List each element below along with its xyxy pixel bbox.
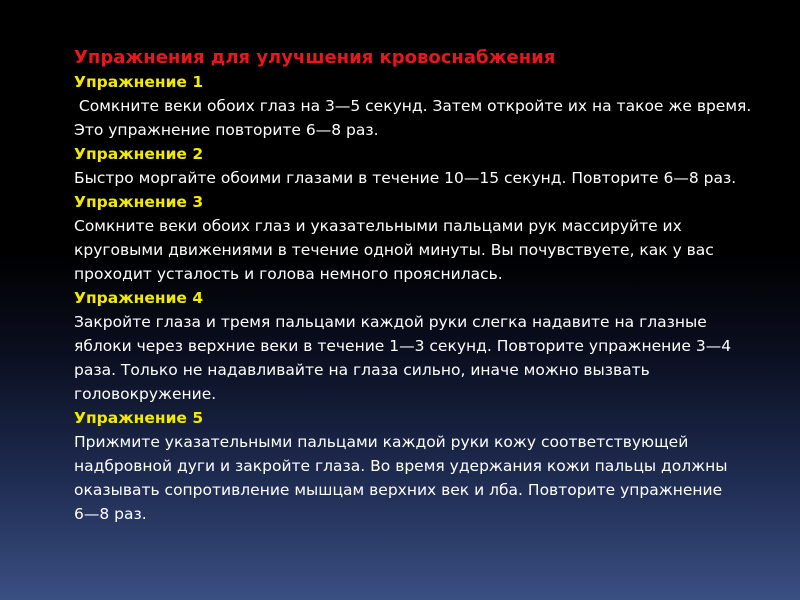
exercise-2	[74, 142, 774, 190]
exercise-heading: Упражнение 4	[74, 289, 204, 307]
exercise-text-line: Прижмите указательными пальцами каждой руки кожу соответствующей	[74, 433, 689, 451]
exercise-text-line: оказывать сопротивление мышцам верхних век и лба. Повторите упражнение	[74, 481, 723, 499]
exercise-text-line: Быстро моргайте обоими глазами в течение 10—15 секунд. Повторите 6—8 раз.	[74, 169, 737, 187]
exercise-text-line: головокружение.	[74, 385, 217, 403]
exercise-text-line: Сомкните веки обоих глаз на 3—5 секунд. Затем откройте их на такое же время.	[74, 97, 752, 115]
slide-title: Упражнения для улучшения кровоснабжения	[74, 47, 556, 68]
exercise-text-line: проходит усталость и голова немного прояснилась.	[74, 265, 503, 283]
exercise-3	[74, 190, 774, 286]
exercise-text-line: надбровной дуги и закройте глаза. Во время удержания кожи пальцы должны	[74, 457, 728, 475]
exercise-text-line: Сомкните веки обоих глаз и указательными пальцами рук массируйте их	[74, 217, 682, 235]
exercise-4	[74, 286, 774, 406]
exercise-text-line: круговыми движениями в течение одной минуты. Вы почувствуете, как у вас	[74, 241, 714, 259]
exercise-heading: Упражнение 5	[74, 409, 204, 427]
exercise-heading: Упражнение 2	[74, 145, 204, 163]
exercise-heading: Упражнение 3	[74, 193, 204, 211]
exercise-text-line: Закройте глаза и тремя пальцами каждой руки слегка надавите на глазные	[74, 313, 707, 331]
exercise-heading: Упражнение 1	[74, 73, 204, 91]
exercise-1	[74, 70, 774, 142]
exercise-text-line: яблоки через верхние веки в течение 1—3 секунд. Повторите упражнение 3—4	[74, 337, 732, 355]
exercise-text-line: Это упражнение повторите 6—8 раз.	[74, 121, 379, 139]
exercise-text-line: 6—8 раз.	[74, 505, 147, 523]
exercise-text-line: раза. Только не надавливайте на глаза сильно, иначе можно вызвать	[74, 361, 650, 379]
slide-content	[74, 46, 774, 526]
exercise-5	[74, 406, 774, 526]
